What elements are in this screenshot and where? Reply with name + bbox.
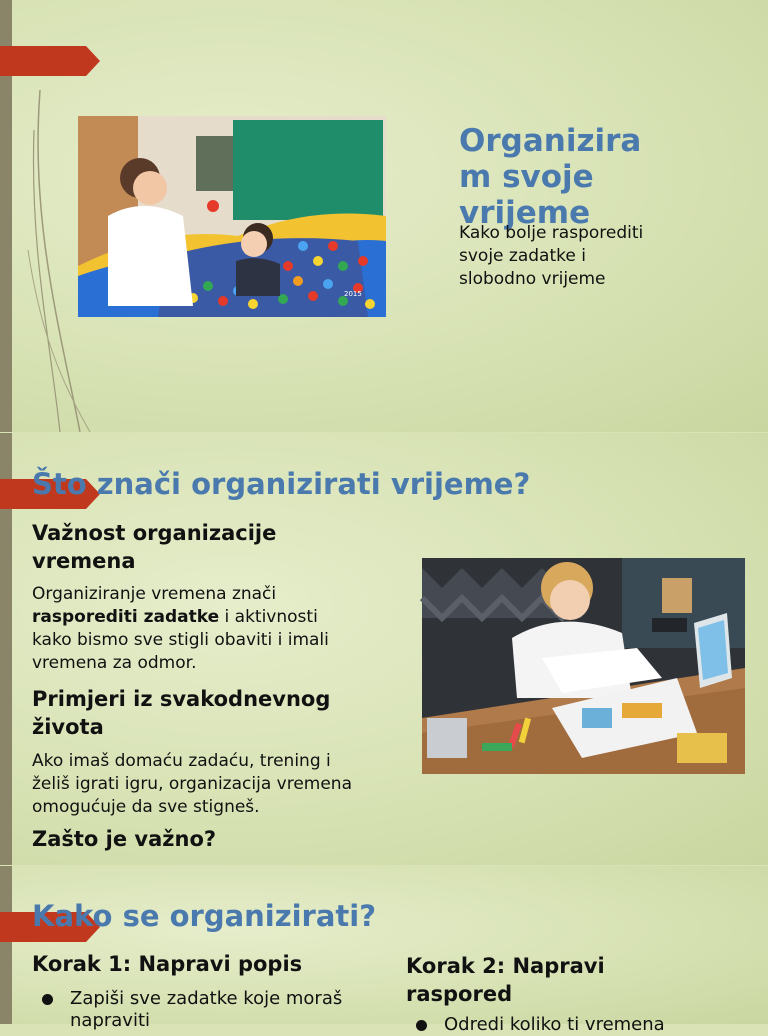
slide-heading: Kako se organizirati?	[32, 899, 377, 933]
step2-heading: Korak 2: Napravi raspored	[406, 954, 605, 1006]
slide-heading: Što znači organizirati vrijeme?	[32, 467, 531, 501]
paragraph-importance: Organiziranje vremena znači rasporediti zadatke i aktivnosti kako bismo sve stigli obaviti i imali vremena za odmor.	[32, 584, 329, 673]
section-heading-why: Zašto je važno?	[32, 827, 217, 851]
slide-title	[0, 0, 768, 432]
slide-subtitle: Kako bolje rasporediti svoje zadatke i slobodno vrijeme	[459, 223, 644, 289]
paragraph-examples: Ako imaš domaću zadaću, trening i želiš igrati igru, organizacija vremena omogućuje da sve stigneš.	[32, 751, 352, 817]
side-bar	[0, 866, 12, 1024]
ball-pit-photo	[78, 116, 386, 317]
photo-year: 2015	[344, 290, 362, 298]
slide-title-heading: Organizira m svoje vrijeme	[459, 123, 642, 231]
list-item: Odredi koliko ti vremena	[406, 1014, 746, 1036]
section-heading-importance: Važnost organizacije vremena	[32, 521, 277, 573]
slide-how-to-organize	[0, 866, 768, 1035]
boy-studying-photo	[422, 558, 745, 774]
section-heading-examples: Primjeri iz svakodnevnog života	[32, 687, 331, 739]
list-item: Zapiši sve zadatke koje moraš napraviti	[32, 988, 382, 1032]
step1-list	[32, 988, 382, 1032]
step1-heading: Korak 1: Napravi popis	[32, 952, 303, 976]
slide-what-is-organizing	[0, 433, 768, 865]
step2-list	[406, 1014, 746, 1036]
